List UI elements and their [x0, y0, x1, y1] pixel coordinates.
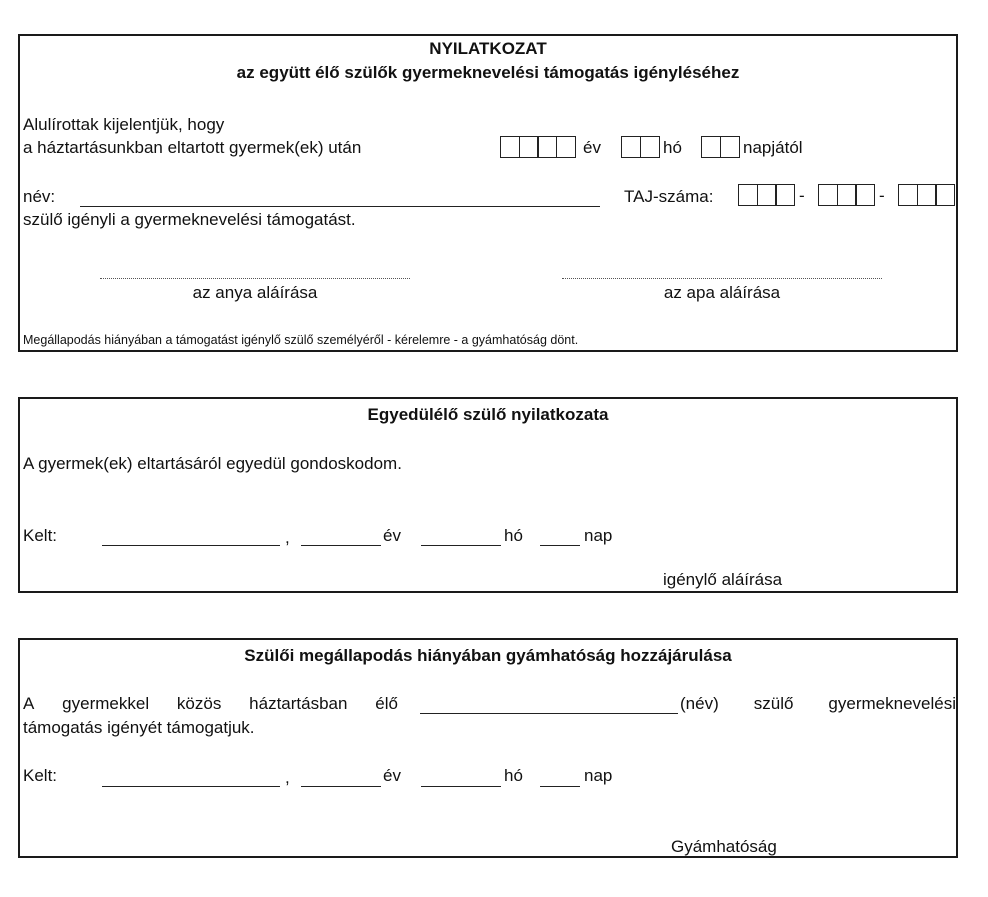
consent-line-end — [680, 694, 956, 714]
taj-label: TAJ-száma: — [624, 187, 714, 206]
consent-line-start — [23, 694, 398, 714]
single-parent-declaration-section — [18, 397, 958, 593]
joint-parents-declaration-section — [18, 34, 958, 352]
taj-digit[interactable] — [738, 184, 758, 206]
word: (név) — [680, 694, 719, 713]
month-digit-1[interactable] — [621, 136, 641, 158]
year-digit-1[interactable] — [500, 136, 520, 158]
month-label: hó — [504, 526, 523, 545]
word: gyermekkel — [62, 694, 150, 713]
section3-title: Szülői megállapodás hiányában gyámhatóság hozzájárulása — [244, 646, 732, 665]
section1-subtitle: az együtt élő szülők gyermeknevelési támogatás igényléséhez — [236, 63, 740, 82]
section2-title: Egyedülélő szülő nyilatkozata — [367, 405, 609, 424]
day-label: nap — [584, 766, 613, 785]
year-digit-4[interactable] — [556, 136, 576, 158]
word: közös — [176, 694, 222, 713]
parent-name-input-line[interactable] — [420, 713, 678, 714]
guardianship-consent-section — [18, 638, 958, 858]
taj-digit[interactable] — [898, 184, 918, 206]
word: szülő — [753, 694, 794, 713]
year-digit-3[interactable] — [537, 136, 557, 158]
from-day-label: napjától — [743, 138, 803, 157]
day-digit-boxes[interactable] — [701, 136, 740, 158]
word: gyermeknevelési — [828, 694, 956, 713]
comma: , — [285, 528, 290, 547]
father-signature-line[interactable] — [562, 278, 882, 279]
consent-line-2: támogatás igényét támogatjuk. — [23, 718, 255, 737]
father-signature-label: az apa aláírása — [663, 283, 781, 302]
month-input-line[interactable] — [421, 545, 501, 546]
section1-title: NYILATKOZAT — [429, 39, 547, 58]
mother-signature-label: az anya aláírása — [192, 283, 318, 302]
mother-signature-line[interactable] — [100, 278, 410, 279]
taj-digit[interactable] — [855, 184, 875, 206]
place-input-line[interactable] — [102, 786, 280, 787]
guardianship-authority-label: Gyámhatóság — [671, 837, 777, 856]
day-digit-2[interactable] — [720, 136, 740, 158]
taj-digit[interactable] — [935, 184, 955, 206]
single-parent-statement: A gyermek(ek) eltartásáról egyedül gondoskodom. — [23, 454, 402, 473]
footnote: Megállapodás hiányában a támogatást igénylő szülő személyéről - kérelemre - a gyámhatóság dönt. — [23, 333, 579, 347]
word: élő — [375, 694, 398, 713]
name-label: név: — [23, 187, 56, 206]
place-input-line[interactable] — [102, 545, 280, 546]
claim-text: szülő igényli a gyermeknevelési támogatást. — [23, 210, 356, 229]
year-digit-boxes[interactable] — [500, 136, 576, 158]
taj-digit[interactable] — [775, 184, 795, 206]
day-input-line[interactable] — [540, 786, 580, 787]
taj-dash-1: - — [799, 186, 805, 205]
year-label: év — [383, 766, 401, 785]
month-label: hó — [504, 766, 523, 785]
applicant-signature-label: igénylő aláírása — [663, 570, 783, 589]
day-digit-1[interactable] — [701, 136, 721, 158]
name-input-line[interactable] — [80, 206, 600, 207]
month-input-line[interactable] — [421, 786, 501, 787]
month-digit-2[interactable] — [640, 136, 660, 158]
kelt-label: Kelt: — [23, 766, 58, 785]
year-digit-2[interactable] — [519, 136, 539, 158]
month-digit-boxes[interactable] — [621, 136, 660, 158]
day-label: nap — [584, 526, 613, 545]
kelt-label: Kelt: — [23, 526, 58, 545]
taj-digit[interactable] — [917, 184, 937, 206]
day-input-line[interactable] — [540, 545, 580, 546]
year-label: év — [383, 526, 401, 545]
taj-digit[interactable] — [837, 184, 857, 206]
month-label: hó — [663, 138, 682, 157]
word: háztartásban — [249, 694, 348, 713]
year-input-line[interactable] — [301, 545, 381, 546]
taj-part3-boxes[interactable] — [898, 184, 955, 206]
year-input-line[interactable] — [301, 786, 381, 787]
comma: , — [285, 768, 290, 787]
year-label: év — [583, 138, 601, 157]
taj-dash-2: - — [879, 186, 885, 205]
taj-part1-boxes[interactable] — [738, 184, 795, 206]
declaration-intro: Alulírottak kijelentjük, hogy — [23, 115, 225, 134]
taj-part2-boxes[interactable] — [818, 184, 875, 206]
taj-digit[interactable] — [818, 184, 838, 206]
taj-digit[interactable] — [757, 184, 777, 206]
declaration-child-line: a háztartásunkban eltartott gyermek(ek) után — [23, 138, 362, 157]
word: A — [23, 694, 35, 713]
